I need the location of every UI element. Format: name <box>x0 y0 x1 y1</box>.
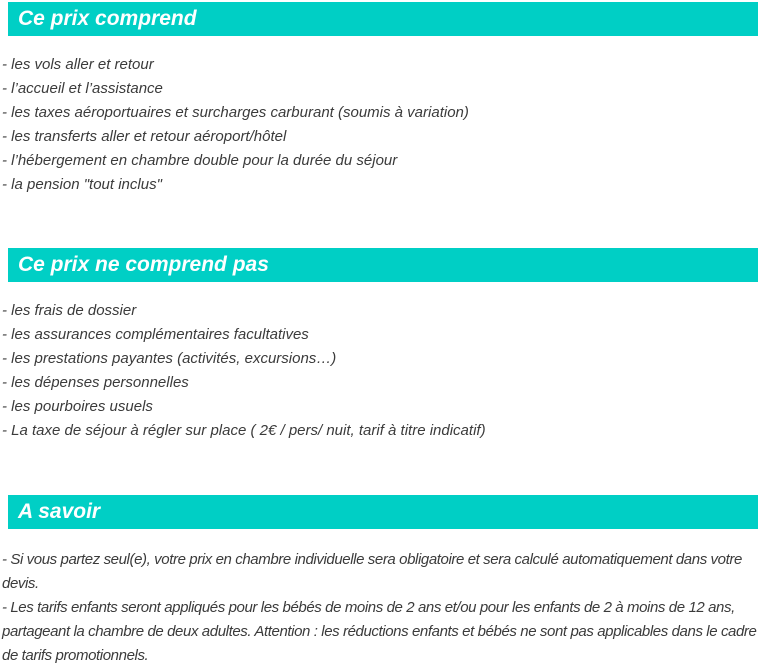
good-to-know-paragraph: - Si vous partez seul(e), votre prix en chambre individuelle sera obligatoire et sera calculé automatiquement dans votre devis. <box>2 551 742 592</box>
price-excludes-header <box>8 248 758 282</box>
price-excludes-item: - La taxe de séjour à régler sur place ( 2€ / pers/ nuit, tarif à titre indicatif) <box>2 422 486 439</box>
price-excludes-title: Ce prix ne comprend pas <box>18 253 269 276</box>
price-includes-header <box>8 2 758 36</box>
good-to-know-header <box>8 495 758 529</box>
good-to-know-paragraphs <box>0 548 758 668</box>
price-details-page <box>0 2 758 669</box>
price-excludes-item: - les frais de dossier <box>2 302 137 319</box>
good-to-know-title: A savoir <box>18 500 101 523</box>
price-excludes-item: - les assurances complémentaires facultatives <box>2 326 309 343</box>
section-price-excludes <box>0 248 758 443</box>
price-excludes-item: - les prestations payantes (activités, excursions…) <box>2 350 337 367</box>
section-good-to-know <box>0 495 758 668</box>
price-excludes-list <box>0 299 758 443</box>
price-includes-item: - la pension "tout inclus" <box>2 176 162 193</box>
section-price-includes <box>0 2 758 197</box>
good-to-know-paragraph: - Les tarifs enfants seront appliqués pour les bébés de moins de 2 ans et/ou pour les enfants de 2 à moins de 12 ans, partageant la chambre de deux adultes. Attention : les réductions enfants et bébés ne sont pas applicables dans le cadre de tarifs promotionnels. <box>2 599 757 664</box>
price-includes-item: - les vols aller et retour <box>2 56 154 73</box>
price-includes-item: - l’accueil et l’assistance <box>2 80 163 97</box>
price-includes-list <box>0 53 758 197</box>
price-includes-item: - les transferts aller et retour aéroport/hôtel <box>2 128 287 145</box>
price-excludes-item: - les pourboires usuels <box>2 398 153 415</box>
price-includes-item: - les taxes aéroportuaires et surcharges carburant (soumis à variation) <box>2 104 469 121</box>
price-includes-item: - l’hébergement en chambre double pour la durée du séjour <box>2 152 398 169</box>
price-includes-title: Ce prix comprend <box>18 7 197 30</box>
price-excludes-item: - les dépenses personnelles <box>2 374 189 391</box>
